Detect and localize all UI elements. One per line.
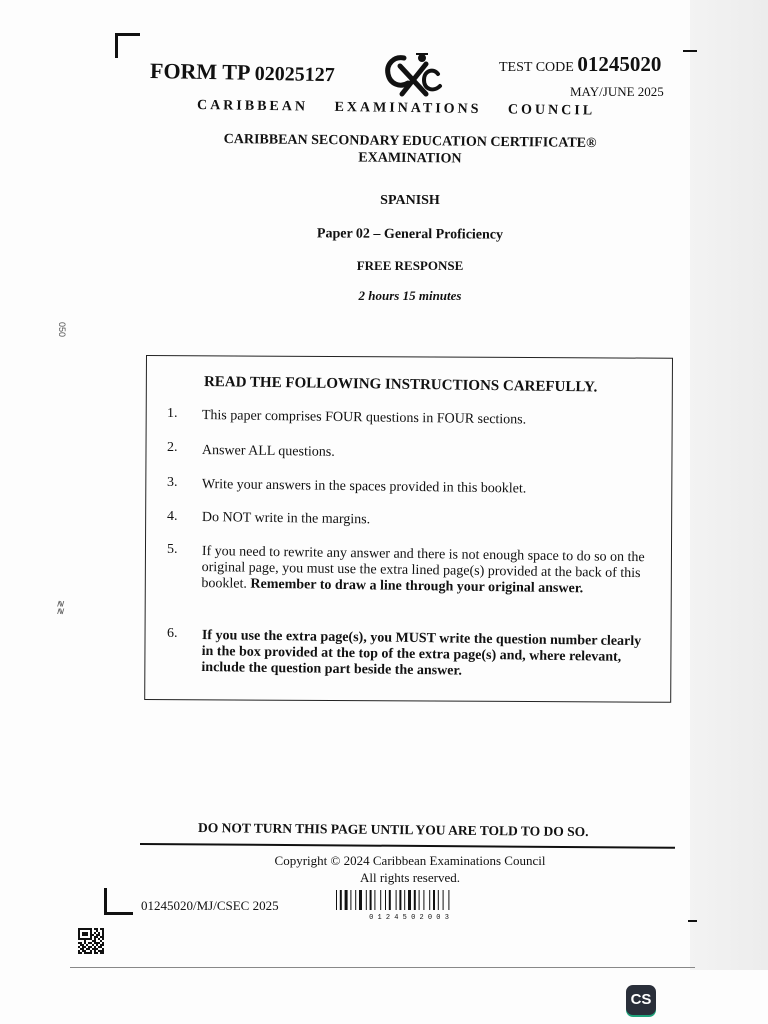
response-type: FREE RESPONSE [356, 258, 464, 273]
exam-session: MAY/JUNE 2025 [570, 84, 664, 99]
turn-page-warning: DO NOT TURN THIS PAGE UNTIL YOU ARE TOLD TO DO SO. [197, 820, 589, 840]
test-code-label: TEST CODE [499, 60, 574, 75]
instruction-item: Write your answers in the spaces provided in this booklet. [201, 477, 527, 497]
copyright-line-1: Copyright © 2024 Caribbean Examinations Council [274, 853, 546, 868]
camscanner-badge[interactable]: CS [626, 985, 656, 1015]
corner-mark-top-right [683, 50, 697, 52]
form-number-value: 02025127 [254, 62, 335, 87]
margin-mark: ≷≷ [56, 600, 66, 616]
paper-code: 01245020/MJ/CSEC 2025 [141, 898, 279, 913]
corner-mark-bottom-right [688, 920, 697, 922]
subject: SPANISH [380, 193, 440, 208]
paper-title: Paper 02 – General Proficiency [316, 226, 504, 243]
instruction-item: Do NOT write in the margins. [201, 510, 371, 528]
certificate-line-1: CARIBBEAN SECONDARY EDUCATION CERTIFICATE® [223, 132, 597, 151]
instruction-item: If you use the extra page(s), you MUST write the question number clearly in the box provided at the top of the extra page(s) and, where relevant, include the question part beside the answer. [201, 628, 642, 679]
copyright [220, 852, 600, 886]
instruction-number: 4. [167, 509, 178, 524]
page-bottom-edge [70, 967, 695, 968]
certificate-title [150, 130, 670, 169]
instruction-item: This paper comprises FOUR questions in FOUR sections. [201, 408, 527, 428]
margin-code: 050 [57, 322, 67, 338]
test-code-value: 01245020 [577, 52, 662, 76]
page-shadow [690, 0, 768, 970]
council-name: CARIBBEAN EXAMINATIONS COUNCIL [196, 98, 596, 119]
barcode-icon [334, 890, 484, 920]
test-code [499, 52, 661, 77]
instruction-number: 2. [167, 440, 178, 455]
barcode-digits: 0 1 2 4 5 0 2 0 0 3 [369, 914, 449, 920]
corner-mark-bottom-left [104, 888, 133, 915]
instructions-heading: READ THE FOLLOWING INSTRUCTIONS CAREFULLY. [203, 374, 598, 396]
certificate-line-2: EXAMINATION [358, 150, 462, 167]
cxc-logo-icon [382, 50, 444, 100]
instruction-number: 3. [167, 475, 178, 490]
copyright-line-2: All rights reserved. [359, 870, 460, 885]
instruction-item: Answer ALL questions. [201, 443, 335, 460]
corner-mark-top-left [115, 33, 140, 58]
instruction-text: If you need to rewrite any answer and there is not enough space to do so on the original page, you must use the extra lined page(s) provided at the back of this booklet. [201, 544, 645, 592]
qr-code-icon [78, 928, 104, 954]
instruction-emphasis: Remember to draw a line through your original answer. [250, 576, 584, 597]
instruction-number: 1. [167, 406, 178, 421]
duration: 2 hours 15 minutes [358, 288, 462, 303]
form-label: FORM TP [149, 58, 250, 85]
instruction-number: 5. [167, 542, 178, 557]
instruction-item [201, 544, 647, 598]
instruction-number: 6. [167, 626, 178, 641]
form-number [150, 58, 335, 87]
